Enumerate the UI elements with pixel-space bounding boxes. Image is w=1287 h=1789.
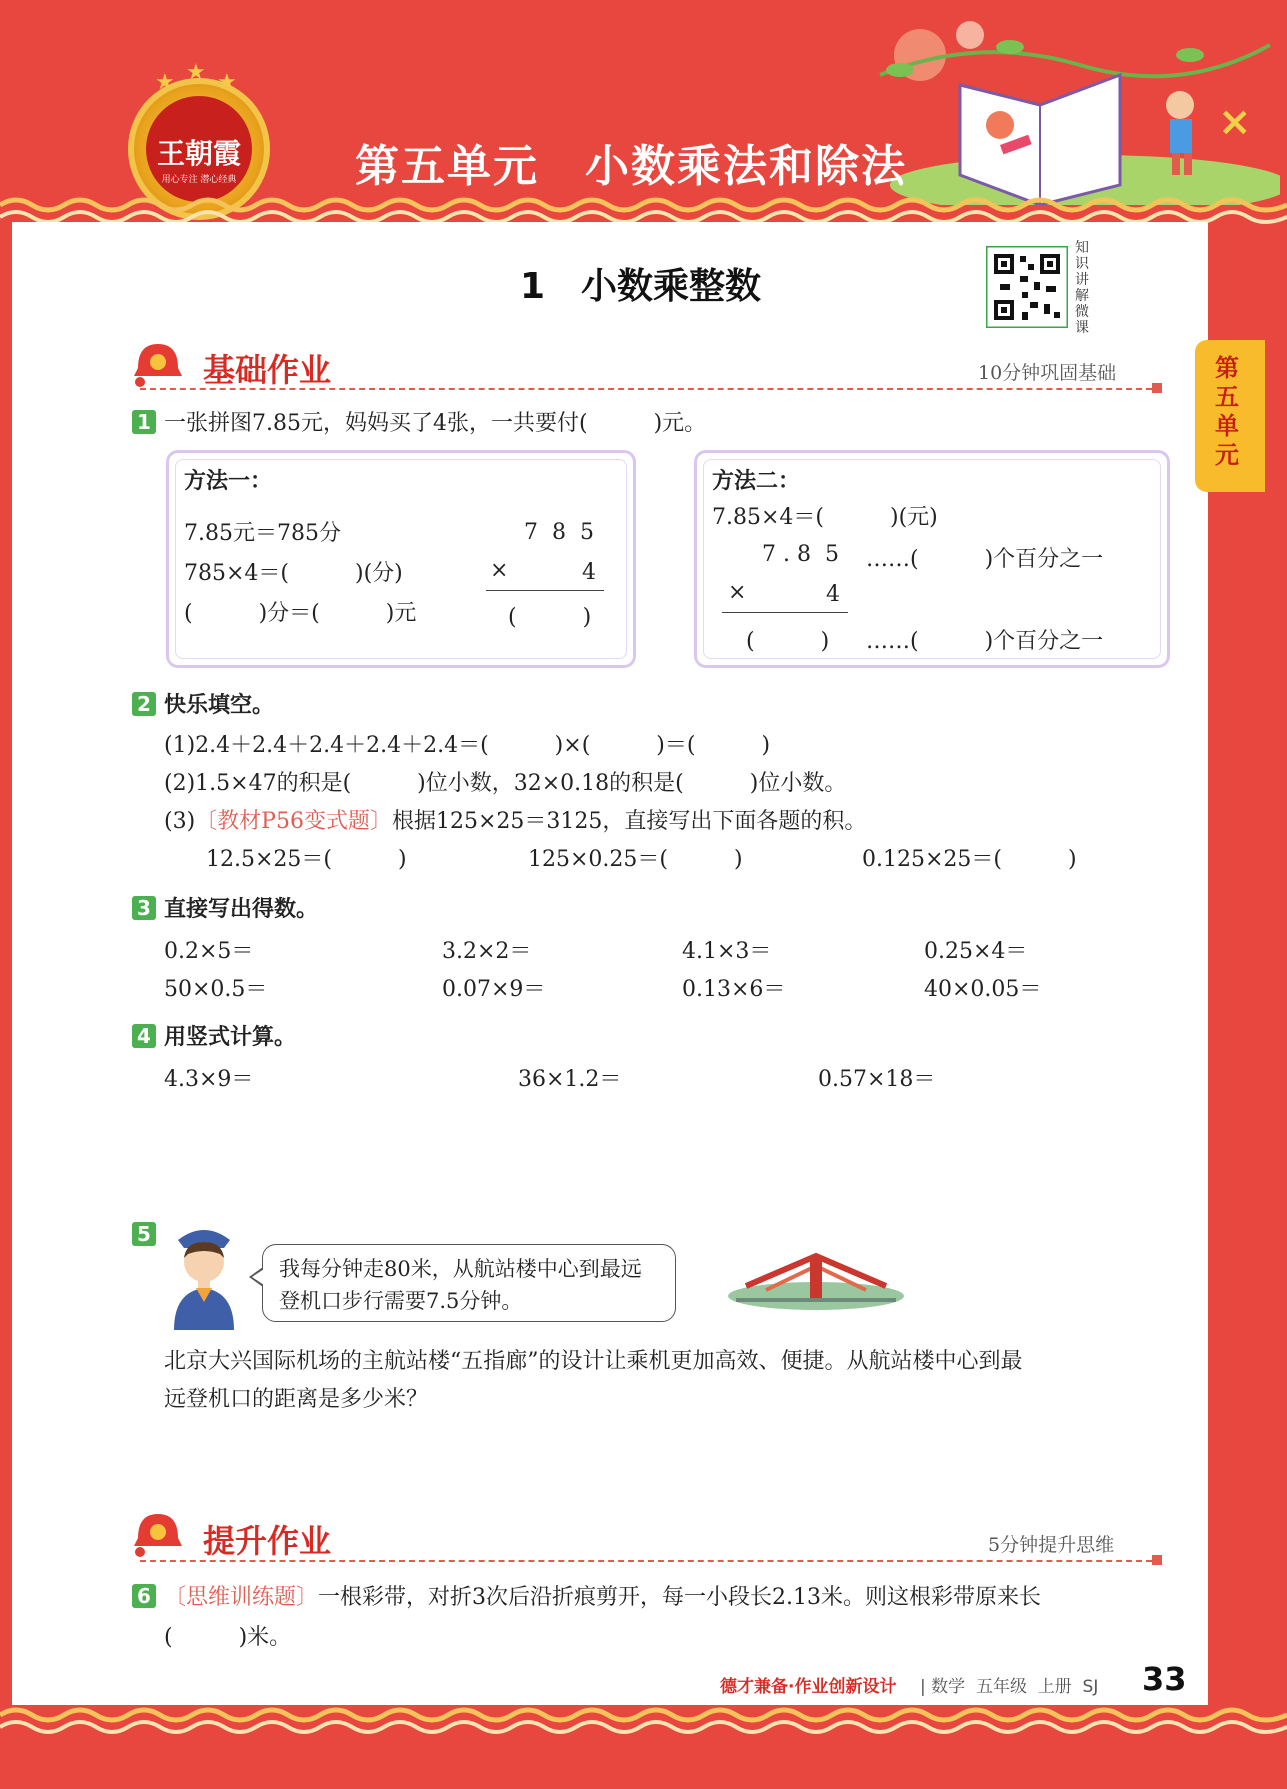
question-number: 1 (132, 410, 156, 434)
vertical-multiplicand: 7 . 8 5 (762, 542, 839, 567)
bell-icon (130, 1508, 186, 1558)
method-one-line: 7.85元＝785分 (184, 521, 341, 546)
q3-item: 0.2×5＝ (164, 939, 254, 964)
thinking-tag: 〔思维训练题〕 (164, 1585, 319, 1610)
vertical-multiplier: 4 (582, 560, 596, 585)
method-one-line: ( )分＝( )元 (184, 601, 417, 626)
divider-end (1152, 1555, 1162, 1565)
q3-title: 直接写出得数。 (164, 897, 319, 922)
times-sign: × (490, 558, 509, 583)
star-icon: ★ (155, 70, 175, 95)
method-two-line: 7.85×4＝( )(元) (712, 505, 938, 530)
section-divider (140, 1560, 1152, 1562)
qr-code-icon[interactable] (986, 246, 1068, 328)
vertical-result: ( ) (508, 605, 592, 630)
q2-part: (1)2.4＋2.4＋2.4＋2.4＋2.4＝( )×( )＝( ) (164, 733, 771, 758)
star-icon: ★ (217, 70, 237, 95)
question-number: 4 (132, 1024, 156, 1048)
q2-title: 快乐填空。 (164, 693, 275, 718)
method-one-line: 785×4＝( )(分) (184, 561, 403, 586)
star-icon: ★ (186, 60, 206, 85)
q1-stem: 一张拼图7.85元，妈妈买了4张，一共要付( )元。 (164, 411, 707, 436)
textbook-tag: 〔教材P56变式题〕 (195, 809, 392, 834)
q4-item: 0.57×18＝ (818, 1067, 936, 1092)
vertical-result: ( ) (746, 629, 830, 654)
section-note-advanced: 5分钟提升思维 (988, 1534, 1115, 1556)
q5-text: 远登机口的距离是多少米？ (164, 1387, 429, 1412)
decorative-wave-bottom (0, 1705, 1287, 1745)
times-sign: × (728, 580, 747, 605)
vertical-note: ……( )个百分之一 (866, 547, 1104, 572)
page-number: 33 (1142, 1660, 1187, 1698)
logo-subtext: 用心专注 潜心经典 (161, 175, 237, 185)
q3-item: 3.2×2＝ (442, 939, 532, 964)
flight-attendant-illustration (164, 1218, 244, 1330)
q5-text: 北京大兴国际机场的主航站楼“五指廊”的设计让乘机更加高效、便捷。从航站楼中心到最 (164, 1349, 1023, 1374)
footer-brand: 德才兼备·作业创新设计 (720, 1677, 897, 1697)
page-header (0, 0, 1287, 210)
unit-title: 第五单元 小数乘法和除法 (355, 141, 907, 192)
question-number: 6 (132, 1584, 156, 1608)
q2-subitem: 0.125×25＝( ) (862, 847, 1077, 872)
logo-text: 王朝霞 (156, 137, 241, 170)
airport-terminal-illustration (726, 1246, 906, 1312)
method-two-title: 方法二： (712, 469, 801, 494)
q2-subitem: 12.5×25＝( ) (206, 847, 407, 872)
q2-part: (3)〔教材P56变式题〕根据125×25＝3125，直接写出下面各题的积。 (164, 809, 867, 834)
qr-label: 知识讲解微课 (1075, 240, 1089, 336)
section-title-advanced: 提升作业 (203, 1522, 332, 1560)
vertical-note: ……( )个百分之一 (866, 629, 1104, 654)
vertical-multiplier: 4 (826, 582, 840, 607)
footer-meta: | 数学 五年级 上册 SJ (920, 1677, 1099, 1697)
q3-item: 0.25×4＝ (924, 939, 1028, 964)
q4-item: 4.3×9＝ (164, 1067, 254, 1092)
vertical-multiplicand: 7 8 5 (524, 520, 594, 545)
svg-text:×: × (1218, 99, 1252, 145)
side-tab (1195, 340, 1265, 492)
vertical-rule (486, 590, 604, 591)
q3-item: 40×0.05＝ (924, 977, 1042, 1002)
section-title-basic: 基础作业 (203, 351, 332, 389)
vertical-rule (722, 612, 848, 613)
q6-text: 〔思维训练题〕一根彩带，对折3次后沿折痕剪开，每一小段长2.13米。则这根彩带原来长 (164, 1585, 1041, 1610)
question-number: 3 (132, 896, 156, 920)
lesson-title: 1 小数乘整数 (520, 266, 762, 307)
q3-item: 50×0.5＝ (164, 977, 268, 1002)
section-divider (140, 388, 1152, 390)
q3-item: 4.1×3＝ (682, 939, 772, 964)
page-content (12, 222, 1208, 1712)
divider-end (1152, 383, 1162, 393)
question-number: 5 (132, 1222, 156, 1246)
q6-text: ( )米。 (164, 1625, 292, 1650)
speech-bubble (262, 1244, 676, 1322)
question-number: 2 (132, 692, 156, 716)
side-tab-label: 第五单元 (1215, 354, 1239, 469)
q4-item: 36×1.2＝ (518, 1067, 622, 1092)
bell-icon (130, 338, 186, 388)
section-note-basic: 10分钟巩固基础 (978, 362, 1117, 384)
method-one-title: 方法一： (184, 469, 273, 494)
q4-title: 用竖式计算。 (164, 1025, 297, 1050)
unit-illustration (860, 15, 1280, 205)
q2-part: (2)1.5×47的积是( )位小数，32×0.18的积是( )位小数。 (164, 771, 847, 796)
q2-subitem: 125×0.25＝( ) (528, 847, 743, 872)
bubble-line: 登机口步行需要7.5分钟。 (279, 1289, 523, 1313)
q3-item: 0.07×9＝ (442, 977, 546, 1002)
q3-item: 0.13×6＝ (682, 977, 786, 1002)
bubble-line: 我每分钟走80米，从航站楼中心到最远 (279, 1257, 642, 1281)
